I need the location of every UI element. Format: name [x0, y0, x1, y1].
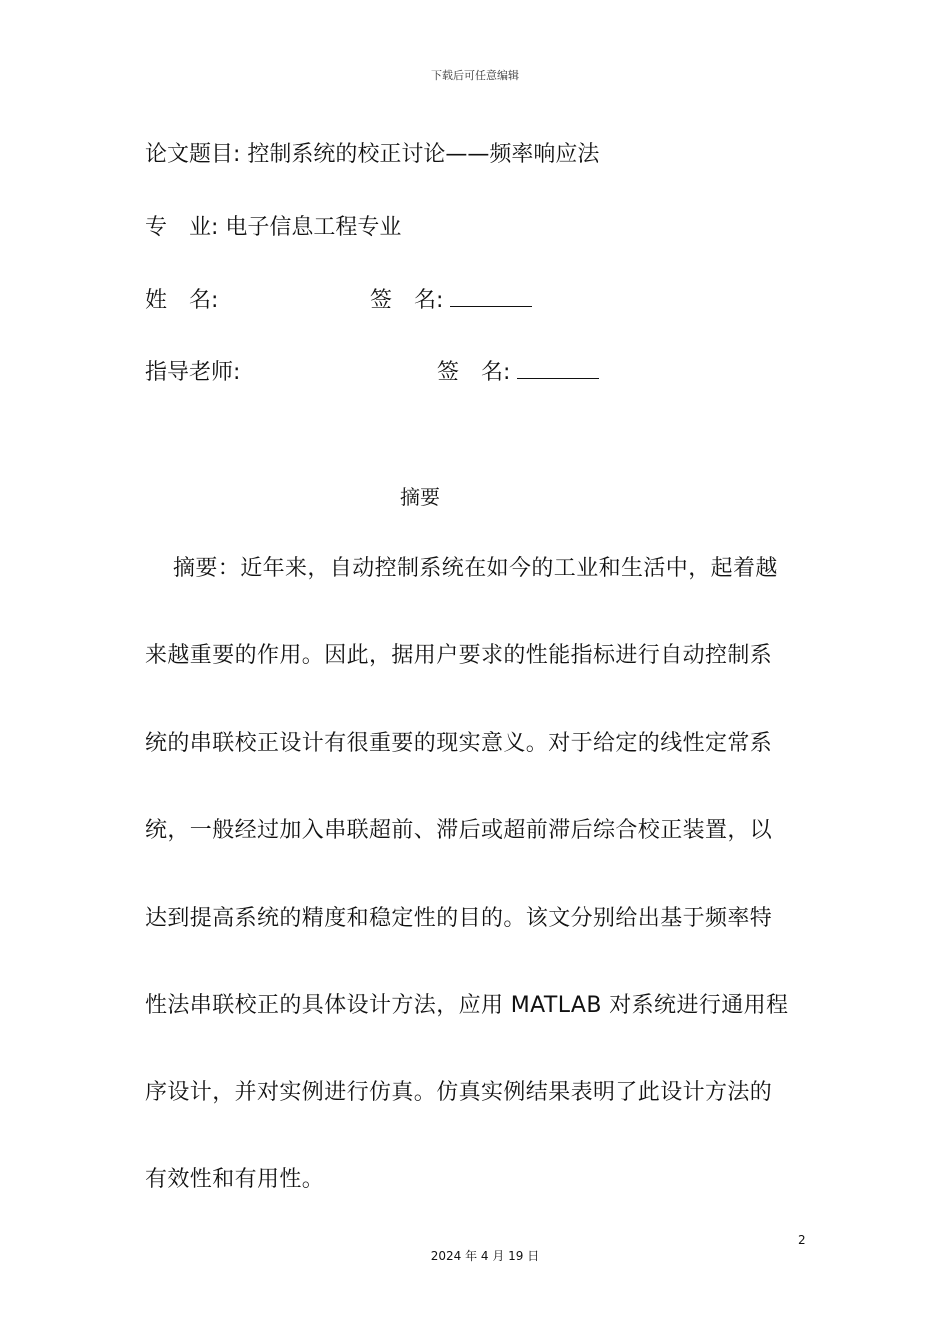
- signature-field-1: [370, 283, 532, 314]
- abstract-line: 达到提高系统的精度和稳定性的目的。该文分别给出基于频率特: [145, 906, 773, 931]
- advisor-label: 指导老师:: [145, 360, 241, 385]
- signature-label-2: 签 名:: [437, 360, 511, 385]
- abstract-heading: 摘要: [400, 485, 440, 509]
- major-line: [145, 210, 401, 241]
- abstract-line: 摘要：近年来，自动控制系统在如今的工业和生活中，起着越: [173, 556, 778, 581]
- name-label: 姓 名:: [145, 288, 219, 313]
- signature-label-1: 签 名:: [370, 288, 444, 313]
- abstract-line: 统，一般经过加入串联超前、滞后或超前滞后综合校正装置，以: [145, 818, 773, 843]
- abstract-line: 序设计，并对实例进行仿真。仿真实例结果表明了此设计方法的: [145, 1080, 773, 1105]
- abstract-line: 统的串联校正设计有很重要的现实意义。对于给定的线性定常系: [145, 731, 773, 756]
- page-header: 下载后可任意编辑: [431, 69, 519, 82]
- page-number: 2: [798, 1233, 806, 1247]
- major-value: 电子信息工程专业: [225, 215, 402, 240]
- thesis-title-line: 论文题目: 控制系统的校正讨论——频率响应法: [145, 142, 600, 167]
- signature-field-2: [437, 355, 599, 386]
- signature-underline-2: [517, 358, 599, 379]
- abstract-line: 性法串联校正的具体设计方法，应用 MATLAB 对系统进行通用程: [145, 993, 789, 1018]
- signature-underline-1: [450, 286, 532, 307]
- abstract-line: 有效性和有用性。: [145, 1167, 325, 1192]
- major-label: 专 业:: [145, 215, 219, 240]
- footer-date: 2024 年 4 月 19 日: [430, 1249, 540, 1263]
- abstract-line: 来越重要的作用。因此，据用户要求的性能指标进行自动控制系: [145, 643, 773, 668]
